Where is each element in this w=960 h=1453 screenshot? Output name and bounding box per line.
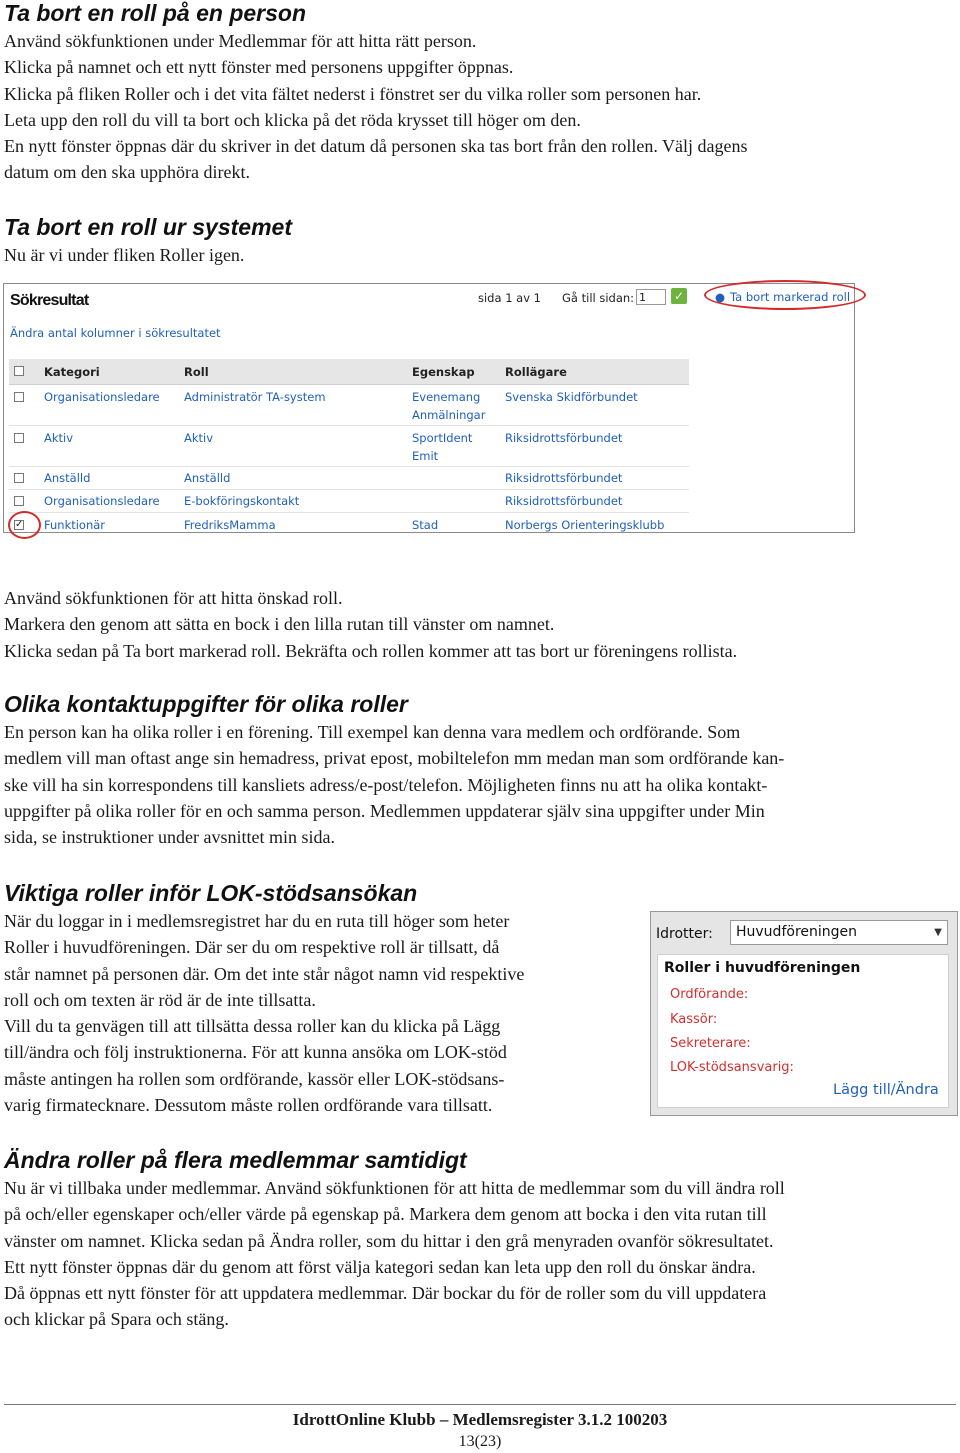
sports-select[interactable] [730, 920, 948, 945]
row-checkbox[interactable] [14, 433, 24, 443]
goto-page-button[interactable]: ✓ [671, 288, 687, 304]
text-line: vänster om namnet. Klicka sedan på Ändra roller, som du hittar i den grå menyraden ovanför sökresultatet. [4, 1230, 774, 1251]
table-header [9, 359, 689, 385]
text-line: sida, se instruktioner under avsnittet min sida. [4, 827, 335, 848]
add-change-link[interactable]: Lägg till/Ändra [833, 1082, 939, 1098]
role-lok-responsible: LOK-stödsansvarig: [670, 1060, 794, 1075]
remove-marked-role-label: Ta bort markerad roll [730, 290, 851, 304]
sports-label: Idrotter: [656, 926, 713, 942]
text-line: När du loggar in i medlemsregistret har du en ruta till höger som heter [4, 911, 510, 931]
text-line: till/ändra och följ instruktionerna. För att kunna ansöka om LOK-stöd [4, 1042, 507, 1063]
search-result-table [9, 359, 689, 537]
table-row [9, 490, 689, 513]
table-row [9, 426, 689, 467]
cell-egenskap[interactable]: Anmälningar [412, 408, 486, 422]
text-line: Vill du ta genvägen till att tillsätta dessa roller kan du klicka på Lägg [4, 1016, 501, 1037]
text-line: Roller i huvudföreningen. Där ser du om respektive roll är tillsatt, då [4, 937, 500, 958]
search-result-title: Sökresultat [10, 292, 89, 309]
roles-panel-title: Roller i huvudföreningen [664, 960, 861, 976]
page-number: 13(23) [458, 1433, 502, 1450]
text-line: och klickar på Spara och stäng. [4, 1309, 229, 1330]
text-line: Nu är vi under fliken Roller igen. [4, 245, 245, 265]
text-line: En nytt fönster öppnas där du skriver in det datum då personen ska tas bort från den rollen. Välj dagens [4, 136, 748, 157]
text-line: Markera den genom att sätta en bock i den lilla rutan till vänster om namnet. [4, 614, 555, 635]
row-checkbox[interactable] [14, 473, 24, 483]
cell-egenskap[interactable]: Emit [412, 449, 439, 463]
cell-rollagare[interactable]: Riksidrottsförbundet [505, 471, 623, 485]
footer-title: IdrottOnline Klubb – Medlemsregister 3.1.2 100203 [292, 1410, 668, 1429]
text-line: Leta upp den roll du vill ta bort och klicka på det röda krysset till höger om den. [4, 109, 581, 130]
table-row [9, 385, 689, 426]
text-line: måste antingen ha rollen som ordförande, kassör eller LOK-stödsans- [4, 1068, 505, 1089]
roles-in-main-club-screenshot [650, 911, 958, 1116]
sports-select-value: Huvudföreningen [736, 924, 858, 940]
cell-egenskap[interactable]: Stad [412, 518, 439, 532]
cell-rollagare[interactable]: Svenska Skidförbundet [505, 390, 638, 404]
search-result-screenshot [3, 283, 855, 533]
text-line: Ett nytt fönster öppnas där du genom att först välja kategori sedan kan leta upp den roll du önskar ändra. [4, 1256, 756, 1277]
text-line: En person kan ha olika roller i en förening. Till exempel kan denna vara medlem och ordförande. Som [4, 722, 741, 742]
section-text-remove-role-system [4, 242, 244, 268]
section-title-lok-roles: Viktiga roller inför LOK-stödsansökan [4, 880, 418, 906]
column-header-kategori[interactable]: Kategori [44, 365, 100, 379]
table-row [9, 467, 689, 490]
section-text-change-multiple [4, 1175, 785, 1333]
cell-kategori[interactable]: Funktionär [44, 518, 106, 532]
cell-roll[interactable]: Anställd [184, 471, 231, 485]
column-header-egenskap[interactable]: Egenskap [412, 365, 475, 379]
row-checkbox[interactable] [14, 392, 24, 402]
column-header-rollagare[interactable]: Rollägare [505, 365, 567, 379]
bullet-icon: ● [715, 290, 726, 304]
section-text-lok-roles [4, 908, 524, 1118]
text-line: Klicka på fliken Roller och i det vita fältet nederst i fönstret ser du vilka roller som personen har. [4, 83, 702, 104]
goto-page-label: Gå till sidan: [562, 291, 635, 305]
section-text-remove-role-person [4, 28, 747, 186]
cell-roll[interactable]: E-bokföringskontakt [184, 494, 300, 508]
remove-marked-role-link[interactable] [715, 290, 850, 304]
cell-roll[interactable]: FredriksMamma [184, 518, 276, 532]
section-text-remove-role-system-steps [4, 585, 737, 664]
section-title-remove-role-system: Ta bort en roll ur systemet [4, 214, 292, 240]
role-secretary: Sekreterare: [670, 1036, 751, 1051]
highlight-ring [8, 511, 41, 539]
footer-divider [4, 1404, 956, 1405]
text-line: Använd sökfunktionen för att hitta önskad roll. [4, 588, 343, 608]
text-line: Klicka sedan på Ta bort markerad roll. Bekräfta och rollen kommer att tas bort ur föreningens rollista. [4, 640, 738, 661]
select-all-checkbox[interactable] [14, 366, 24, 376]
cell-egenskap[interactable]: Evenemang [412, 390, 481, 404]
row-checkbox-checked[interactable]: ✓ [15, 519, 24, 530]
text-line: på och/eller egenskaper och/eller värde på egenskap på. Markera dem genom att bocka i den vita rutan till [4, 1204, 767, 1225]
text-line: Då öppnas ett nytt fönster för att uppdatera medlemmar. Där bockar du för de roller som du vill uppdatera [4, 1283, 767, 1304]
cell-rollagare[interactable]: Norbergs Orienteringsklubb [505, 518, 665, 532]
text-line: Nu är vi tillbaka under medlemmar. Använd sökfunktionen för att hitta de medlemmar som du vill ändra roll [4, 1178, 785, 1198]
row-checkbox[interactable] [14, 496, 24, 506]
goto-page-input[interactable]: 1 [636, 289, 666, 305]
text-line: står namnet på personen där. Om det inte står något namn vid respektive [4, 963, 525, 984]
cell-rollagare[interactable]: Riksidrottsförbundet [505, 431, 623, 445]
cell-kategori[interactable]: Organisationsledare [44, 390, 160, 404]
section-title-contact-details: Olika kontaktuppgifter för olika roller [4, 691, 408, 717]
section-title-remove-role-person: Ta bort en roll på en person [4, 0, 307, 26]
column-header-roll[interactable]: Roll [184, 365, 209, 379]
role-treasurer: Kassör: [670, 1012, 718, 1027]
text-line: roll och om texten är röd är de inte tillsatta. [4, 989, 316, 1010]
cell-rollagare[interactable]: Riksidrottsförbundet [505, 494, 623, 508]
role-chairman: Ordförande: [670, 987, 749, 1002]
section-title-change-multiple: Ändra roller på flera medlemmar samtidigt [4, 1147, 467, 1173]
cell-kategori[interactable]: Aktiv [44, 431, 74, 445]
text-line: varig firmatecknare. Dessutom måste rollen ordförande vara tillsatt. [4, 1095, 493, 1116]
change-columns-link[interactable]: Ändra antal kolumner i sökresultatet [10, 326, 221, 340]
roles-panel [657, 954, 949, 1108]
chevron-down-icon: ▼ [934, 927, 942, 938]
text-line: Klicka på namnet och ett nytt fönster med personens uppgifter öppnas. [4, 57, 514, 78]
cell-egenskap[interactable]: SportIdent [412, 431, 473, 445]
cell-kategori[interactable]: Organisationsledare [44, 494, 160, 508]
table-row [9, 513, 689, 537]
cell-roll[interactable]: Aktiv [184, 431, 214, 445]
text-line: datum om den ska upphöra direkt. [4, 162, 250, 183]
text-line: medlem vill man oftast ange sin hemadress, privat epost, mobiltelefon mm medan man som ordförande kan- [4, 748, 785, 769]
cell-roll[interactable]: Administratör TA-system [184, 390, 326, 404]
cell-kategori[interactable]: Anställd [44, 471, 91, 485]
page-info: sida 1 av 1 [478, 291, 541, 305]
section-text-contact-details [4, 719, 784, 850]
text-line: Använd sökfunktionen under Medlemmar för att hitta rätt person. [4, 31, 477, 51]
text-line: uppgifter på olika roller för en och samma person. Medlemmen uppdaterar själv sina uppgifter under Min [4, 800, 765, 821]
text-line: ske vill ha sin korrespondens till kansliets adress/e-post/telefon. Möjligheten finns nu att ha olika kontakt- [4, 774, 768, 795]
